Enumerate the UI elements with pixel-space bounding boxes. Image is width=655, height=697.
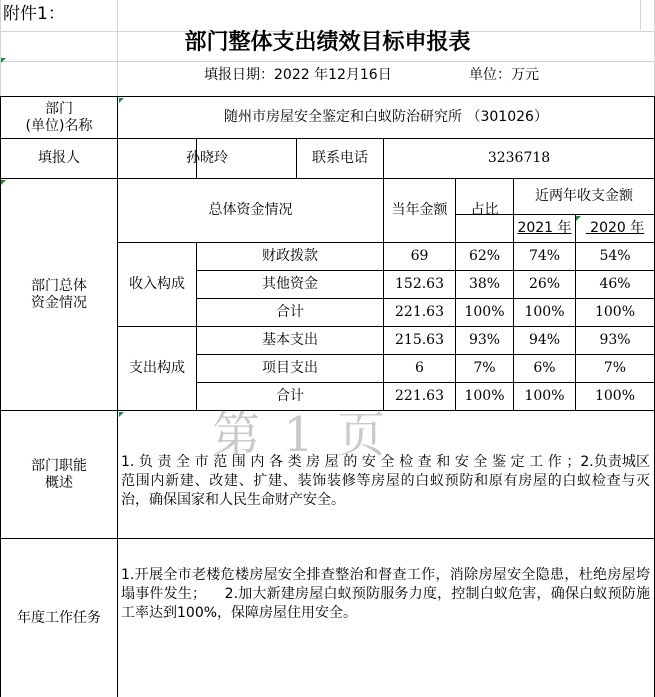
- expense-row-2021: 6%: [533, 360, 556, 376]
- page-watermark: 第 1 页: [212, 407, 390, 463]
- expense-row-2020: 7%: [603, 360, 627, 376]
- expense-row-2021: 100%: [524, 388, 565, 404]
- filler-name: 孙晓玲: [186, 150, 228, 166]
- income-row-amount: 221.63: [395, 304, 444, 320]
- page-title: 部门整体支出绩效目标申报表: [184, 29, 471, 55]
- fill-date: 填报日期：2022 年12月16日: [204, 67, 392, 83]
- expense-row-name: 基本支出: [262, 332, 318, 348]
- year-2021-header: [514, 215, 575, 242]
- expense-row-2020: 100%: [594, 388, 636, 404]
- duties-label: [1, 411, 117, 538]
- unit-label: 单位：万元: [469, 67, 539, 83]
- income-row-amount: 69: [410, 248, 429, 264]
- income-row-2020: 100%: [594, 304, 636, 320]
- expense-row-ratio: 7%: [473, 360, 496, 376]
- income-label: 收入构成: [129, 276, 185, 292]
- funds-section-label-text: 部门总体 资金情况: [31, 277, 87, 311]
- income-row-2021: 74%: [528, 248, 561, 264]
- dept-label: [1, 97, 117, 138]
- income-row-ratio: 100%: [464, 304, 505, 320]
- expense-row-ratio: 100%: [464, 388, 505, 404]
- tasks-label: 年度工作任务: [17, 609, 101, 626]
- year-2020-header: [576, 215, 654, 242]
- income-row-2021: 26%: [528, 276, 561, 292]
- expense-row-amount: 221.63: [395, 388, 444, 404]
- expense-row-amount: 6: [415, 360, 424, 376]
- year-2021-text: 2021 年: [517, 220, 572, 236]
- expense-row-name: 合计: [276, 388, 304, 404]
- income-row-2020: 54%: [599, 248, 631, 264]
- tasks-text: 1.开展全市老楼危楼房屋安全排查整治和督查工作，消除房屋安全隐患，杜绝房屋垮塌事件发生； 2.加大新建房屋白蚁预防服务力度，控制白蚁危害，确保白蚁预防施工率达到100%，保障房屋住用安全。: [121, 567, 650, 621]
- income-row-2020: 46%: [599, 276, 631, 292]
- gridline: [0, 61, 655, 62]
- income-row-name: 其他资金: [262, 276, 318, 292]
- income-row-2021: 100%: [524, 304, 565, 320]
- expense-row-amount: 215.63: [395, 332, 444, 348]
- current-amount-header: 当年金额: [391, 202, 448, 218]
- duties-text: 1. 负 责 全 市 范 围 内 各 类 房 屋 的 安 全 检 查 和 安 全 鉴 定 工 作 ；2.负责城区范围内新建、改建、扩建、装饰装修等房屋的白蚁预防和原有房屋的白蚁检查与灭治，确保国家和人民生命财产安全。: [121, 454, 650, 508]
- income-row-ratio: 38%: [468, 276, 501, 292]
- year-2020-text: 2020 年: [585, 220, 645, 236]
- gridline: [640, 0, 641, 30]
- dept-label-line2: (单位)名称: [25, 117, 93, 134]
- duties-label-text: 部门职能 概述: [31, 457, 87, 491]
- expense-row-2020: 93%: [599, 332, 631, 348]
- income-row-amount: 152.63: [395, 276, 444, 292]
- expense-row-ratio: 93%: [468, 332, 501, 348]
- expense-label: 支出构成: [129, 360, 185, 376]
- income-row-name: 合计: [276, 304, 304, 320]
- dept-label-line1: 部门: [45, 100, 73, 117]
- expense-row-2021: 94%: [528, 332, 561, 348]
- phone-value: 3236718: [487, 150, 551, 166]
- ratio-header: 占比: [470, 202, 499, 218]
- phone-label: 联系电话: [312, 150, 368, 166]
- filler-label: 填报人: [38, 150, 80, 166]
- overview-label: 总体资金情况: [208, 202, 293, 218]
- funds-section-label: [1, 179, 117, 410]
- income-row-name: 财政拨款: [262, 248, 318, 264]
- dept-name: 随州市房屋安全鉴定和白蚁防治研究所 （301026）: [224, 109, 548, 125]
- income-row-ratio: 62%: [468, 248, 501, 264]
- attachment-label: 附件1：: [3, 4, 65, 24]
- recent-years-header: 近两年收支金额: [535, 188, 633, 204]
- expense-row-name: 项目支出: [262, 360, 318, 376]
